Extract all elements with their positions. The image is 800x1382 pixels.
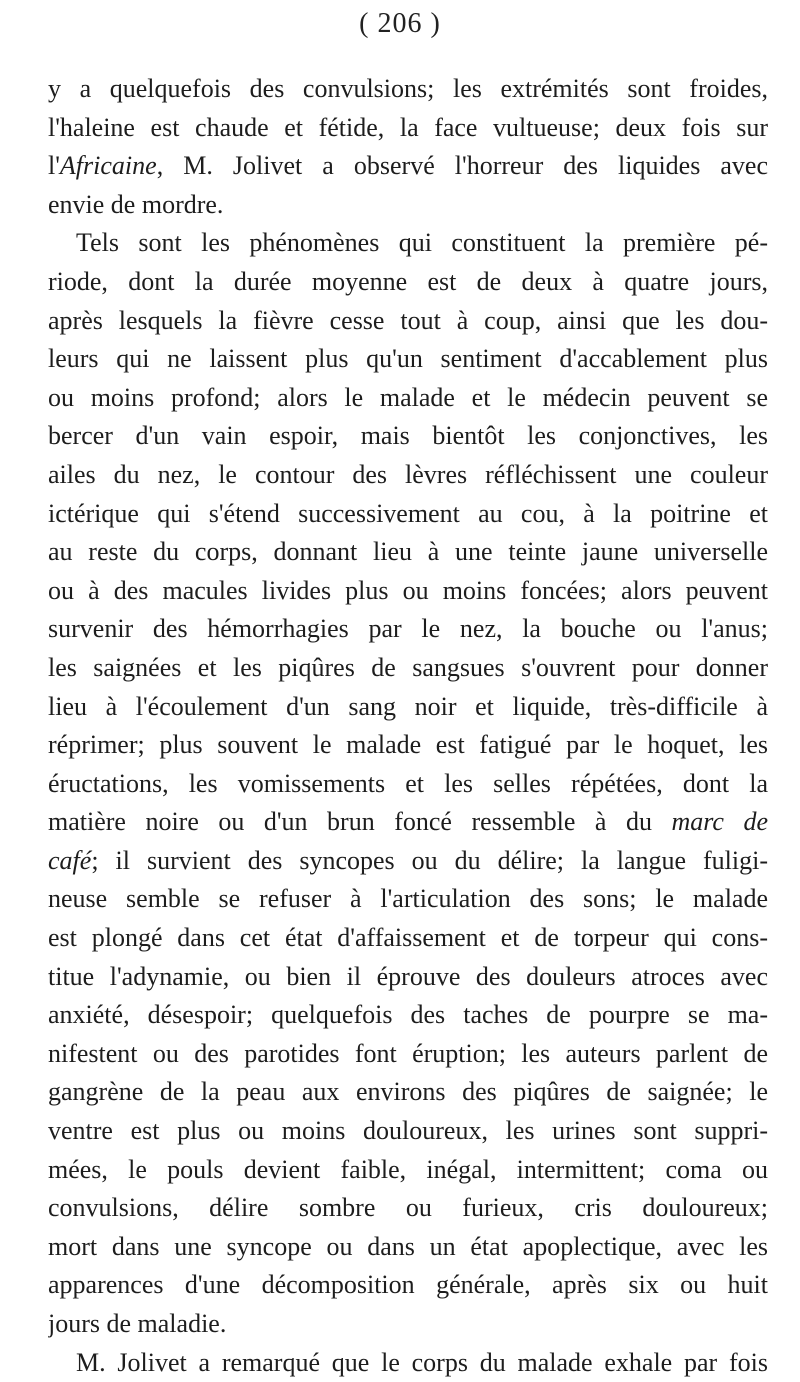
text-line: est plongé dans cet état d'affaissement et de torpeur qui cons- — [48, 923, 768, 953]
text-line: ailes du nez, le contour des lèvres réfléchissent une couleur — [48, 459, 768, 489]
text-line: l'haleine est chaude et fétide, la face vultueuse; deux fois sur — [48, 112, 768, 142]
text-line: y a quelquefois des convulsions; les extrémités sont froides, — [48, 74, 768, 103]
text-line: apparences d'une décomposition générale, après six ou huit — [48, 1270, 768, 1300]
text-line: ou à des macules livides plus ou moins foncées; alors peuvent — [48, 575, 768, 605]
text-line: ou moins profond; alors le malade et le médecin peuvent se — [48, 382, 768, 412]
page-number: ( 206 ) — [359, 8, 441, 39]
text-line: les saignées et les piqûres de sangsues s'ouvrent pour donner — [48, 652, 768, 682]
body-text — [48, 70, 768, 1382]
text-line: ventre est plus ou moins douloureux, les urines sont suppri- — [48, 1116, 768, 1146]
text-line: mort dans une syncope ou dans un état apoplectique, avec les — [48, 1231, 768, 1261]
text-line: au reste du corps, donnant lieu à une teinte jaune universelle — [48, 537, 768, 567]
text-line: envie de mordre. — [48, 189, 224, 219]
text-line: survenir des hémorrhagies par le nez, la bouche ou l'anus; — [48, 614, 768, 644]
text-fragment: , M. Jolivet a observé l'horreur des liquides avec — [156, 151, 768, 181]
text-line — [48, 803, 768, 842]
text-line: nifestent ou des parotides font éruption; les auteurs parlent de — [48, 1038, 768, 1068]
text-line — [48, 147, 768, 186]
text-line: gangrène de la peau aux environs des piqûres de saignée; le — [48, 1077, 768, 1107]
text-line: neuse semble se refuser à l'articulation des sons; le malade — [48, 884, 768, 914]
paragraph-start-line: Tels sont les phénomènes qui constituent la première pé- — [76, 228, 768, 258]
italic-term: Africaine — [59, 151, 157, 181]
text-line: lieu à l'écoulement d'un sang noir et liquide, très-difficile à — [48, 691, 768, 721]
text-line: ictérique qui s'étend successivement au cou, à la poitrine et — [48, 498, 768, 528]
text-line: titue l'adynamie, ou bien il éprouve des douleurs atroces avec — [48, 961, 768, 991]
text-line: convulsions, délire sombre ou furieux, cris douloureux; — [48, 1193, 768, 1223]
paragraph-start-line: M. Jolivet a remarqué que le corps du malade exhale par fois — [76, 1347, 768, 1377]
text-line: réprimer; plus souvent le malade est fatigué par le hoquet, les — [48, 730, 768, 760]
text-fragment: ; il survient des syncopes ou du délire; la langue fuligi- — [91, 845, 768, 875]
text-line: leurs qui ne laissent plus qu'un sentiment d'accablement plus — [48, 344, 768, 374]
text-line: anxiété, désespoir; quelquefois des taches de pourpre se ma- — [48, 1000, 768, 1030]
italic-term: café — [48, 845, 92, 875]
text-fragment: matière noire ou d'un brun foncé ressemble à du — [48, 807, 672, 837]
text-line: bercer d'un vain espoir, mais bientôt les conjonctives, les — [48, 421, 768, 451]
text-line: riode, dont la durée moyenne est de deux à quatre jours, — [48, 266, 768, 296]
text-line: éructations, les vomissements et les selles répétées, dont la — [48, 768, 768, 798]
text-line: après lesquels la fièvre cesse tout à coup, ainsi que les dou- — [48, 305, 768, 335]
text-line: jours de maladie. — [48, 1309, 227, 1338]
text-fragment: l' — [48, 151, 60, 181]
text-line — [48, 842, 768, 881]
text-line: mées, le pouls devient faible, inégal, intermittent; coma ou — [48, 1154, 768, 1184]
italic-term: marc de — [671, 807, 768, 837]
